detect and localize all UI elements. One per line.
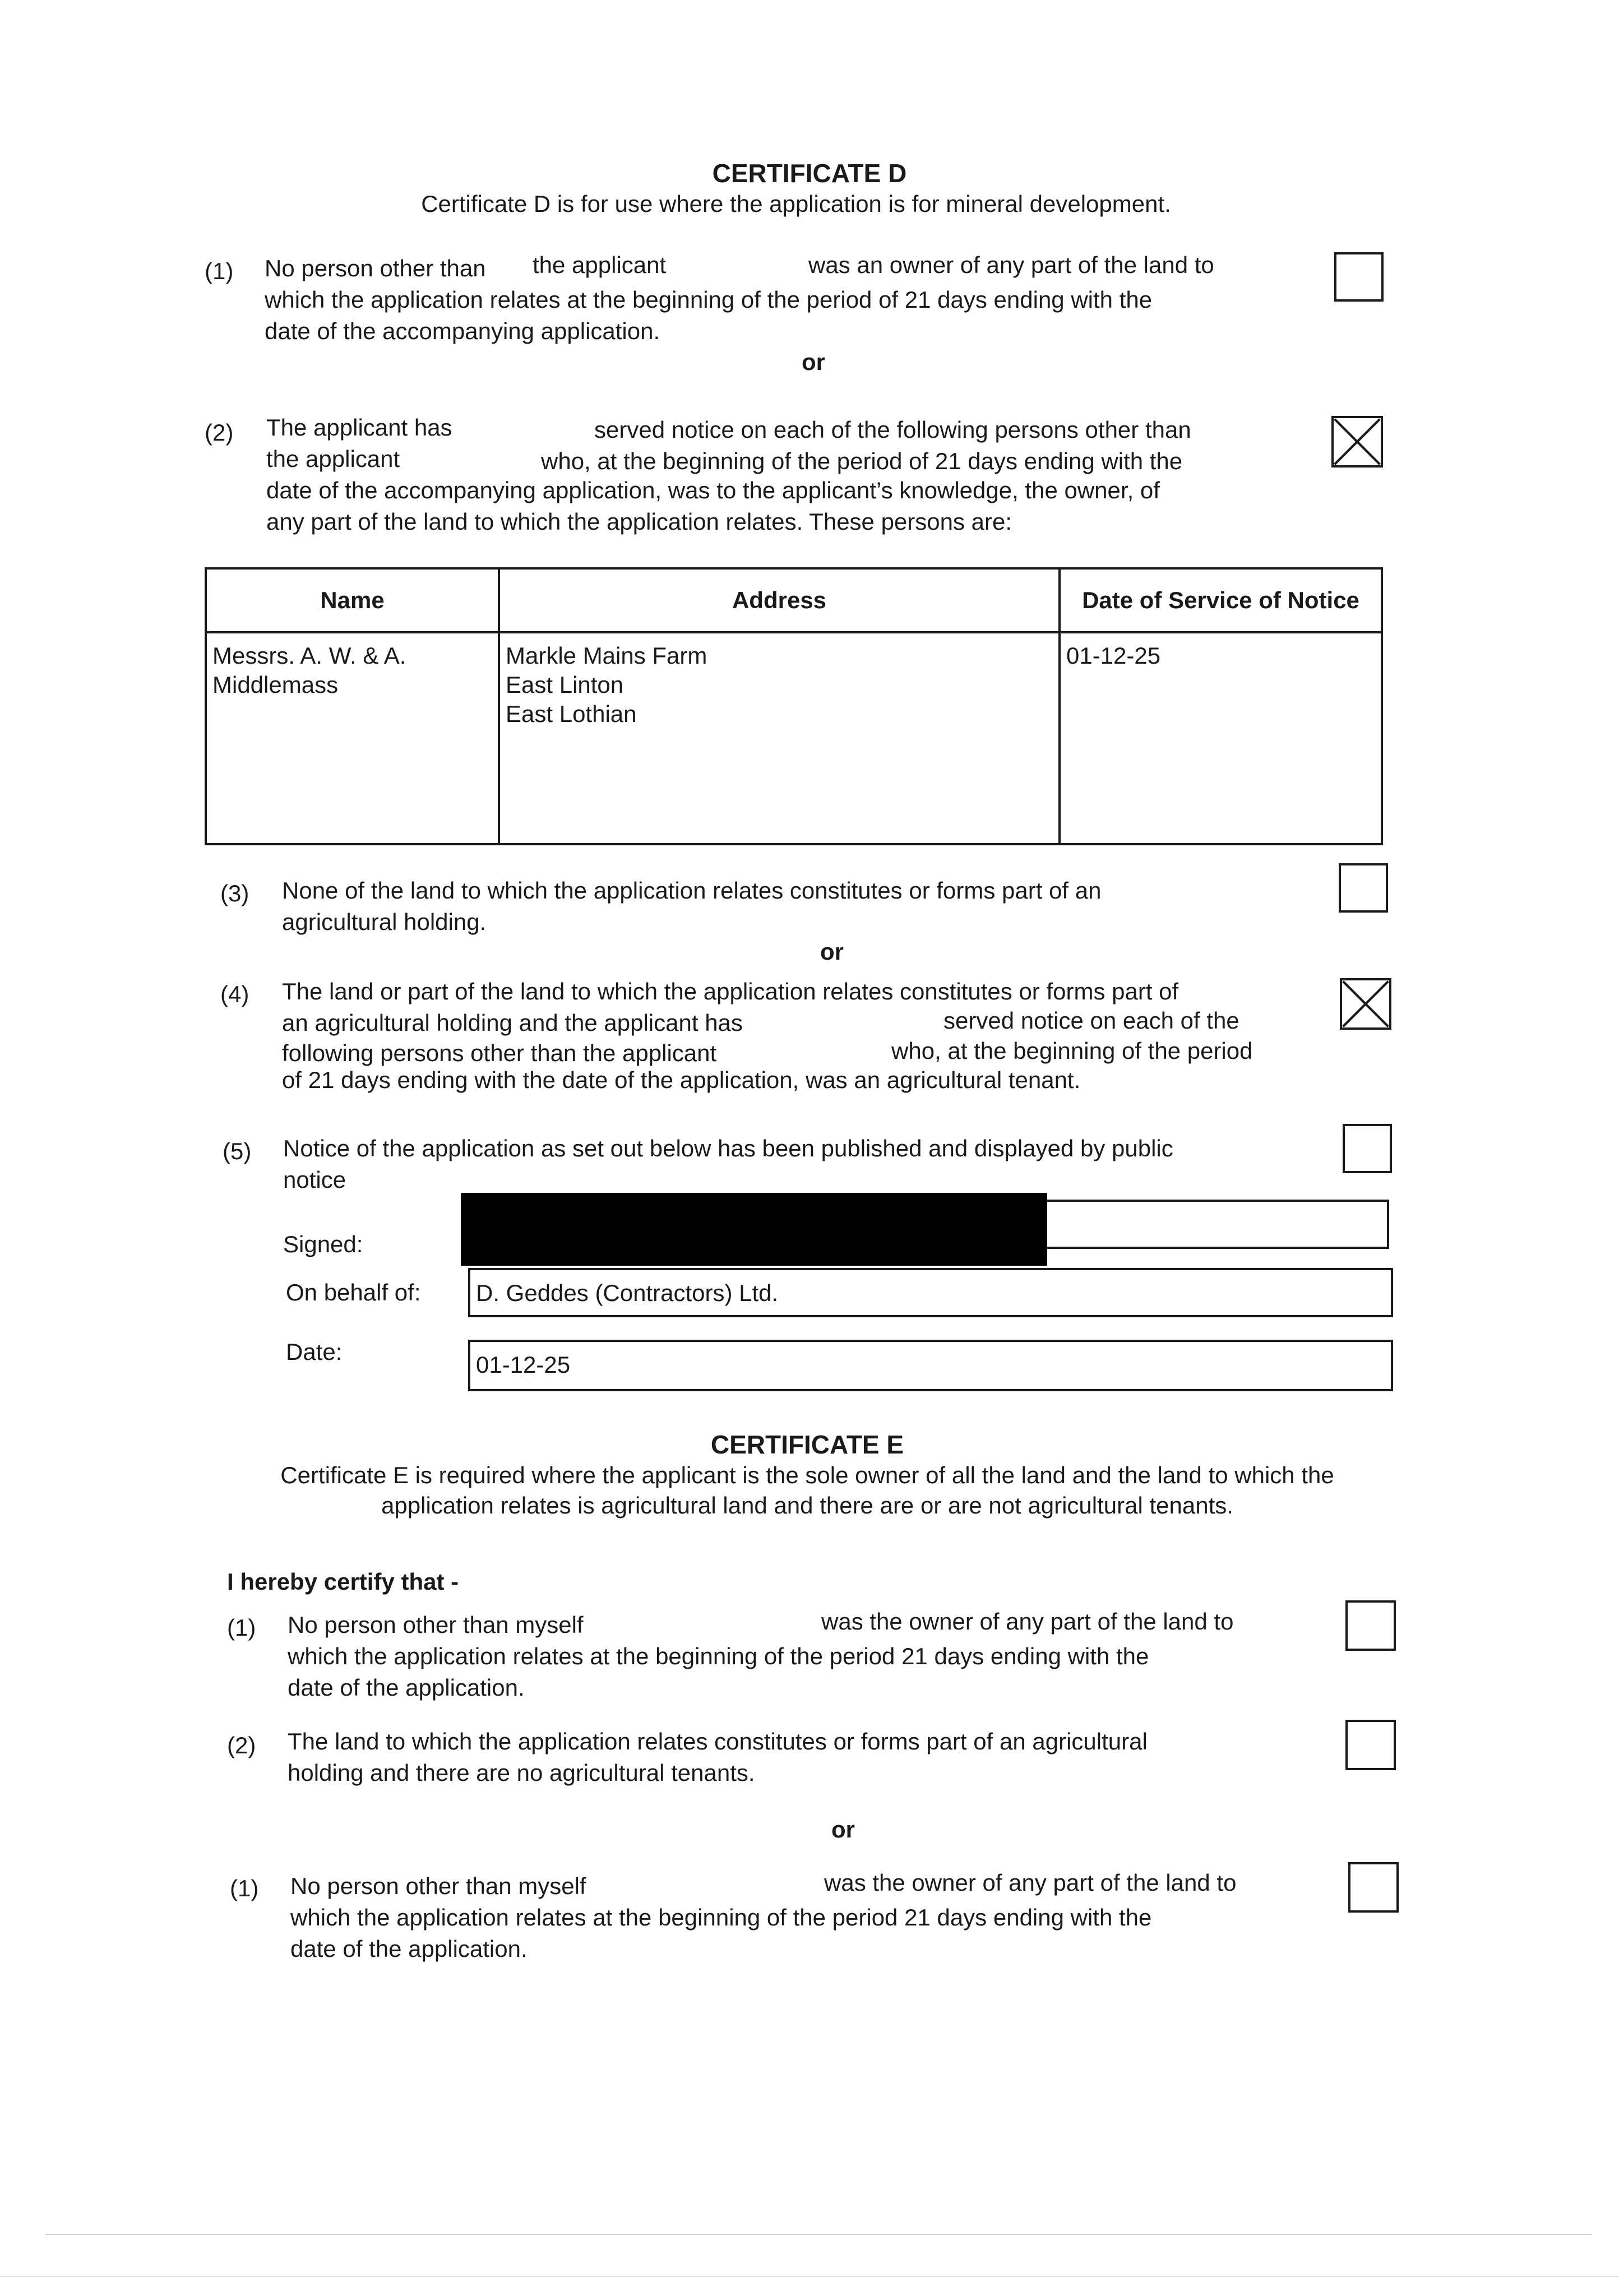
d-item5-number: (5) <box>223 1138 252 1164</box>
d-item2-checkbox[interactable] <box>1331 416 1383 467</box>
e-item1-checkbox[interactable] <box>1345 1600 1396 1651</box>
d-item4-line2a: an agricultural holding and the applicant has <box>282 1010 743 1036</box>
certificate-d-title: CERTIFICATE D <box>712 159 907 188</box>
d-or-2: or <box>820 938 844 965</box>
d-item4-line1: The land or part of the land to which the application relates constitutes or forms part of <box>282 978 1179 1004</box>
certificate-e-title: CERTIFICATE E <box>710 1430 904 1459</box>
d-item5-checkbox[interactable] <box>1343 1124 1392 1173</box>
address-line: Markle Mains Farm <box>506 642 707 669</box>
signed-label: Signed: <box>283 1231 363 1257</box>
d-item4-line2b: served notice on each of the <box>943 1007 1239 1034</box>
d-item1-line2: which the application relates at the beginning of the period of 21 days ending with the <box>265 286 1153 313</box>
name-line: Messrs. A. W. & A. <box>212 642 406 669</box>
d-item1-checkbox[interactable] <box>1334 252 1384 302</box>
d-item4-number: (4) <box>220 981 249 1007</box>
behalf-field[interactable]: D. Geddes (Contractors) Ltd. <box>468 1268 1393 1317</box>
e-item3-number: (1) <box>230 1875 259 1901</box>
d-item1-line1b: the applicant <box>533 252 667 278</box>
d-item2-number: (2) <box>205 419 234 446</box>
d-item2-line3: date of the accompanying application, was to the applicant’s knowledge, the owner, of <box>266 477 1160 503</box>
col-header-date: Date of Service of Notice <box>1060 568 1382 632</box>
check-x-icon <box>1334 418 1381 465</box>
d-item1-line1c: was an owner of any part of the land to <box>808 252 1214 278</box>
d-item1-line3: date of the accompanying application. <box>265 318 660 344</box>
d-item2-line2a: the applicant <box>266 446 400 472</box>
d-item2-line2b: who, at the beginning of the period of 21 days ending with the <box>541 448 1183 474</box>
d-item4-line4: of 21 days ending with the date of the application, was an agricultural tenant. <box>282 1067 1081 1093</box>
d-item1-line1a: No person other than <box>265 255 486 281</box>
d-item2-line1b: served notice on each of the following persons other than <box>594 416 1191 443</box>
d-item2-line4: any part of the land to which the application relates. These persons are: <box>266 508 1012 535</box>
d-item4-checkbox[interactable] <box>1340 978 1391 1030</box>
col-header-name: Name <box>206 568 499 632</box>
e-item1-line2: which the application relates at the beginning of the period 21 days ending with the <box>288 1643 1149 1669</box>
scan-edge-line <box>45 2234 1592 2235</box>
d-item4-line3b: who, at the beginning of the period <box>891 1038 1253 1064</box>
table-row <box>206 632 1382 844</box>
e-item2-number: (2) <box>227 1732 256 1758</box>
scan-edge-line <box>0 2276 1619 2277</box>
certificate-e-subtitle-line2: application relates is agricultural land and there are or are not agricultural tenants. <box>381 1492 1233 1519</box>
e-item2-checkbox[interactable] <box>1345 1720 1396 1770</box>
e-item3-line2: which the application relates at the beginning of the period 21 days ending with the <box>290 1904 1152 1931</box>
d-item5-line1: Notice of the application as set out below has been published and displayed by public <box>283 1135 1173 1161</box>
d-item3-line2: agricultural holding. <box>282 909 487 935</box>
signature-redaction <box>461 1193 1047 1266</box>
d-item4-line3a: following persons other than the applicant <box>282 1040 717 1066</box>
name-line: Middlemass <box>212 672 339 698</box>
check-x-icon <box>1342 980 1389 1027</box>
address-line: East Linton <box>506 672 624 698</box>
d-item3-line1: None of the land to which the application relates constitutes or forms part of an <box>282 877 1102 904</box>
col-header-address: Address <box>499 568 1060 632</box>
e-item2-line1: The land to which the application relates constitutes or forms part of an agricultural <box>288 1728 1148 1755</box>
d-item3-checkbox[interactable] <box>1339 863 1388 913</box>
persons-table <box>205 567 1383 845</box>
certificate-d-subtitle: Certificate D is for use where the application is for mineral development. <box>421 191 1171 217</box>
e-item1-line3: date of the application. <box>288 1674 525 1701</box>
d-item3-number: (3) <box>220 880 249 906</box>
cell-address <box>499 632 1060 844</box>
d-item2-line1a: The applicant has <box>266 414 452 441</box>
e-item1-number: (1) <box>227 1614 256 1641</box>
d-or-1: or <box>802 349 825 375</box>
e-item1-line1b: was the owner of any part of the land to <box>821 1608 1234 1635</box>
e-item3-line1b: was the owner of any part of the land to <box>824 1869 1237 1896</box>
certify-heading: I hereby certify that - <box>227 1568 459 1595</box>
date-label: Date: <box>286 1339 343 1365</box>
e-item3-line1a: No person other than myself <box>290 1873 586 1899</box>
e-item1-line1a: No person other than myself <box>288 1612 584 1638</box>
address-line: East Lothian <box>506 701 637 727</box>
e-item3-checkbox[interactable] <box>1348 1862 1399 1913</box>
e-item2-line2: holding and there are no agricultural tenants. <box>288 1760 755 1786</box>
d-item1-number: (1) <box>205 258 234 284</box>
cell-name <box>206 632 499 844</box>
d-item5-line2: notice <box>283 1166 346 1193</box>
date-field[interactable]: 01-12-25 <box>468 1340 1393 1391</box>
e-or: or <box>831 1816 855 1843</box>
cell-date: 01-12-25 <box>1060 632 1382 844</box>
e-item3-line3: date of the application. <box>290 1936 528 1962</box>
certificate-e-subtitle-line1: Certificate E is required where the applicant is the sole owner of all the land and the land to which the <box>280 1462 1334 1488</box>
table-header-row <box>206 568 1382 632</box>
behalf-label: On behalf of: <box>286 1279 421 1306</box>
